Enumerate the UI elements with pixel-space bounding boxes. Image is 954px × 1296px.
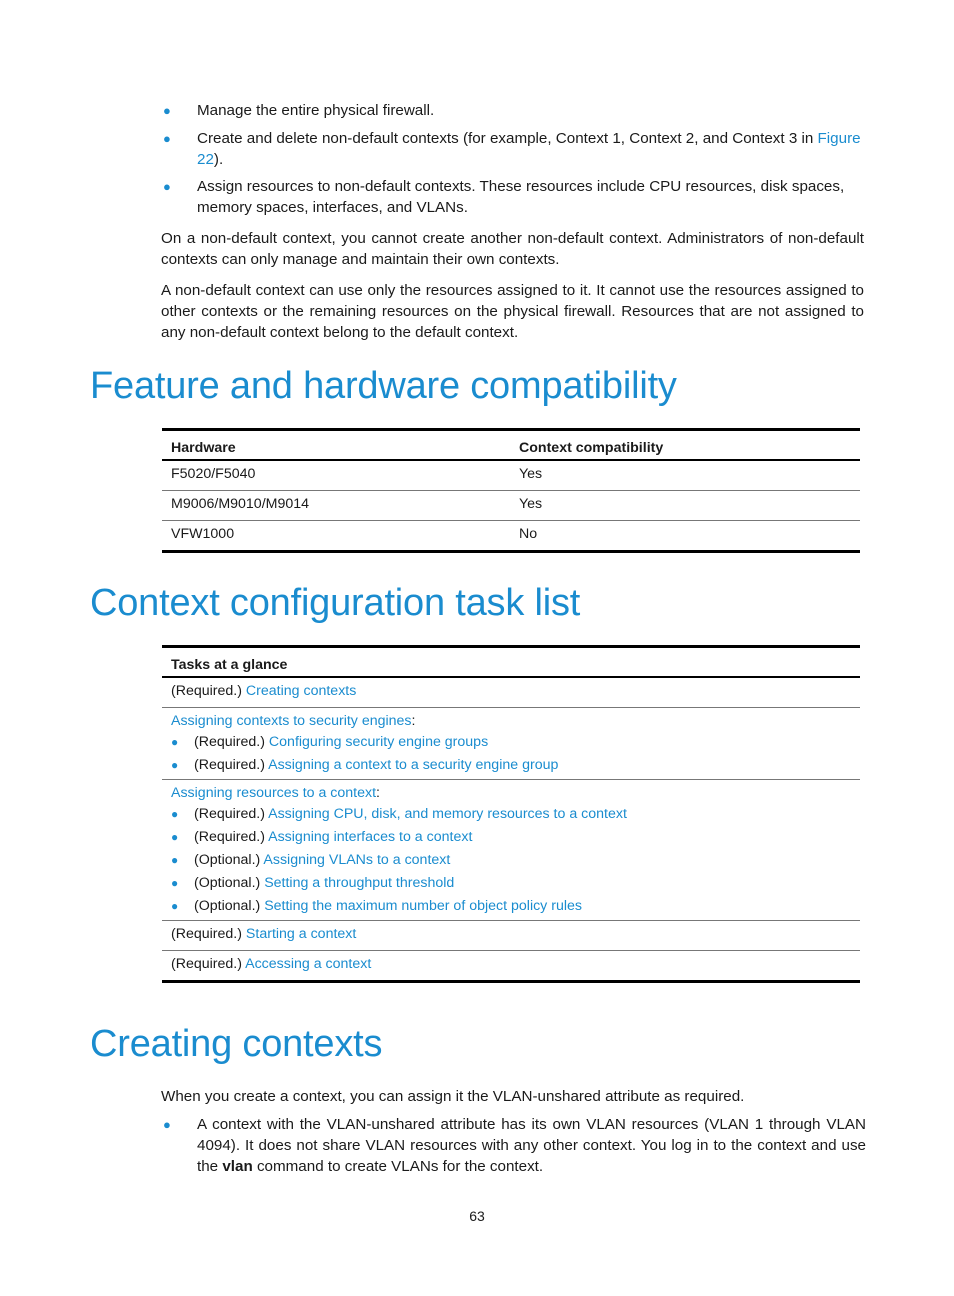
assigning-interfaces-link[interactable]: Assigning interfaces to a context — [268, 829, 473, 845]
creating-contexts-link[interactable]: Creating contexts — [245, 683, 357, 699]
creating-bullet-list — [161, 1114, 866, 1177]
bullet-icon: ● — [163, 1117, 171, 1132]
compatibility-table — [162, 428, 860, 553]
list-item: ● (Optional.) Setting the maximum number of object policy rules — [171, 895, 851, 918]
column-header-compatibility: Context compatibility — [510, 430, 860, 461]
table-row — [162, 521, 860, 552]
bullet-icon: ● — [171, 830, 179, 844]
bullet-icon: ● — [171, 899, 179, 913]
configuring-engine-groups-link[interactable]: Configuring security engine groups — [268, 734, 489, 750]
section-heading-task-list: Context configuration task list — [90, 582, 581, 624]
starting-context-link[interactable]: Starting a context — [245, 926, 357, 942]
table-cell: Assigning resources to a context: ● (Required.) Assigning CPU, disk, and memory resources to a context ● (Required.) Assigning interfaces to a context ● (Optional.) Assigning VLANs to a context ● (Optional.) Setting a throughput threshold ● (Optional.) Setting the maximum number of object policy rules — [162, 780, 860, 921]
list-item: ● A context with the VLAN-unshared attribute has its own VLAN resources (VLAN 1 through VLAN 4094). It does not share VLAN resources with any other context. You log in to the context and use the vlan command to create VLANs for the context. — [163, 1116, 866, 1175]
table-row — [162, 460, 860, 491]
bullet-icon: ● — [163, 131, 171, 146]
section-heading-creating-contexts: Creating contexts — [90, 1023, 383, 1065]
paragraph: A non-default context can use only the resources assigned to it. It cannot use the resources assigned to other contexts or the remaining resources on the physical firewall. Resources that are not assigned to any non-default context belong to the default context. — [161, 282, 864, 341]
list-item: ● (Optional.) Assigning VLANs to a context — [171, 849, 851, 872]
table-cell: M9006/M9010/M9014 — [162, 491, 510, 521]
table-cell: VFW1000 — [162, 521, 510, 552]
table-cell: No — [510, 521, 860, 552]
accessing-context-link[interactable]: Accessing a context — [245, 956, 372, 972]
table-cell: Assigning contexts to security engines: ● (Required.) Configuring security engine groups ● (Required.) Assigning a context to a security engine group — [162, 708, 860, 780]
throughput-threshold-link[interactable]: Setting a throughput threshold — [264, 875, 455, 891]
assigning-cpu-disk-memory-link[interactable]: Assigning CPU, disk, and memory resources to a context — [268, 806, 627, 822]
paragraph: When you create a context, you can assign it the VLAN-unshared attribute as required. — [161, 1088, 745, 1105]
figure-22-link[interactable]: Figure 22 — [197, 130, 861, 168]
task-list-table — [162, 645, 860, 983]
column-header-tasks: Tasks at a glance — [162, 647, 860, 678]
assigning-context-to-engine-group-link[interactable]: Assigning a context to a security engine group — [268, 757, 559, 773]
list-item: ● (Optional.) Setting a throughput threshold — [171, 872, 851, 895]
object-policy-rules-link[interactable]: Setting the maximum number of object policy rules — [264, 898, 582, 914]
bullet-icon: ● — [171, 735, 179, 749]
column-header-hardware: Hardware — [162, 430, 510, 461]
task-sublist — [171, 803, 851, 918]
list-item: ● (Required.) Assigning interfaces to a context — [171, 826, 851, 849]
table-row — [162, 708, 860, 780]
table-header-row — [162, 430, 860, 461]
page-number: 63 — [469, 1208, 485, 1224]
bullet-icon: ● — [171, 876, 179, 890]
intro-bullet-list — [161, 100, 866, 218]
list-item: ● Manage the entire physical firewall. — [163, 102, 435, 119]
bullet-icon: ● — [171, 853, 179, 867]
table-cell: (Required.) Accessing a context — [162, 951, 860, 982]
vlan-command: vlan — [222, 1158, 253, 1175]
task-sublist — [171, 731, 851, 777]
list-item: ● (Required.) Configuring security engine groups — [171, 731, 851, 754]
bullet-icon: ● — [171, 758, 179, 772]
table-cell: Yes — [510, 460, 860, 491]
list-item: ● Create and delete non-default contexts (for example, Context 1, Context 2, and Context 3 in Figure 22). — [163, 130, 861, 168]
bullet-icon: ● — [171, 807, 179, 821]
table-cell: F5020/F5040 — [162, 460, 510, 491]
table-row — [162, 677, 860, 708]
table-header-row — [162, 647, 860, 678]
bullet-icon: ● — [163, 103, 171, 118]
section-heading-compatibility: Feature and hardware compatibility — [90, 365, 677, 407]
list-item: ● (Required.) Assigning a context to a security engine group — [171, 754, 851, 777]
list-item: ● Assign resources to non-default contexts. These resources include CPU resources, disk spaces, memory spaces, interfaces, and VLANs. — [163, 178, 845, 216]
list-item: ● (Required.) Assigning CPU, disk, and memory resources to a context — [171, 803, 851, 826]
assigning-resources-link[interactable]: Assigning resources to a context — [171, 785, 377, 801]
bullet-icon: ● — [163, 179, 171, 194]
table-cell: (Required.) Starting a context — [162, 921, 860, 951]
assigning-vlans-link[interactable]: Assigning VLANs to a context — [263, 852, 451, 868]
assigning-contexts-to-engines-link[interactable]: Assigning contexts to security engines — [171, 713, 412, 729]
table-row — [162, 491, 860, 521]
paragraph: On a non-default context, you cannot create another non-default context. Administrators of non-default contexts can only manage and maintain their own contexts. — [161, 230, 864, 268]
table-row — [162, 780, 860, 921]
table-row — [162, 951, 860, 982]
table-cell: (Required.) Creating contexts — [162, 677, 860, 708]
table-cell: Yes — [510, 491, 860, 521]
table-row — [162, 921, 860, 951]
